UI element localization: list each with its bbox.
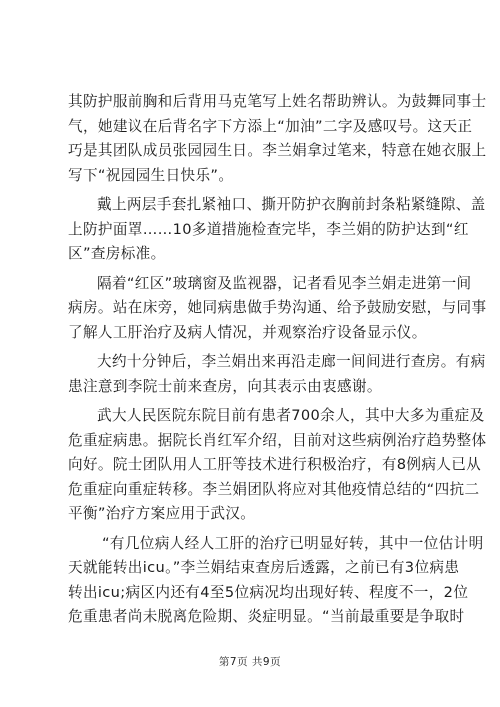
paragraph-start-line: 武大人民医院东院目前有患者700余人，其中大多为重症及 [97, 407, 485, 424]
text-line: 危重症病患。据院长肖红军介绍，目前对这些病例治疗趋势整体 [68, 431, 487, 449]
text-line: 患注意到李院士前来查房，向其表示由衷感谢。 [68, 377, 382, 395]
paragraph-start-line: “有几位病人经人工肝的治疗已明显好转，其中一位估计明 [102, 534, 484, 552]
paragraph-start-line: 隔着“红区”玻璃窗及监视器，记者看见李兰娟走进第一间 [97, 274, 472, 292]
text-line: 巧是其团队成员张园园生日。李兰娟拿过笔来，特意在她衣服上 [68, 142, 487, 159]
document-body [68, 90, 487, 630]
text-line: 转出icu;病区内还有4至5位病况均出现好转、程度不一，2位 [68, 583, 469, 601]
paragraph-start-line: 大约十分钟后，李兰娟出来再沿走廊一间间进行查房。有病 [97, 353, 486, 370]
text-line: 天就能转出icu。”李兰娟结束查房后透露，之前已有3位病患 [68, 559, 460, 576]
text-line: 危重症向重症转移。李兰娟团队将应对其他疫情总结的“四抗二 [68, 480, 480, 498]
page-number-footer: 第7页 共9页 [218, 656, 282, 668]
text-line: 平衡”治疗方案应用于武汉。 [68, 505, 256, 522]
text-line: 其防护服前胸和后背用马克笔写上姓名帮助辨认。为鼓舞同事士 [68, 93, 487, 110]
text-line: 病房。站在床旁，她同病患做手势沟通、给予鼓励安慰，与同事 [68, 299, 487, 316]
text-line: 向好。院士团队用人工肝等技术进行积极治疗，有8例病人已从 [68, 456, 482, 473]
paragraph-start-line: 戴上两层手套扎紧袖口、撕开防护衣胸前封条粘紧缝隙、盖 [97, 196, 486, 213]
text-line: 危重患者尚未脱离危险期、炎症明显。“当前最重要是争取时 [68, 608, 465, 625]
text-line: 了解人工肝治疗及病人情况，并观察治疗设备显示仪。 [68, 323, 427, 341]
text-line: 气，她建议在后背名字下方添上“加油”二字及感叹号。这天正 [68, 117, 473, 135]
text-line: 写下“祝园园生日快乐”。 [68, 166, 234, 184]
text-line: 上防护面罩……10多道措施检查完毕，李兰娟的防护达到“红 [68, 220, 469, 238]
text-line: 区”查房标准。 [68, 245, 166, 262]
